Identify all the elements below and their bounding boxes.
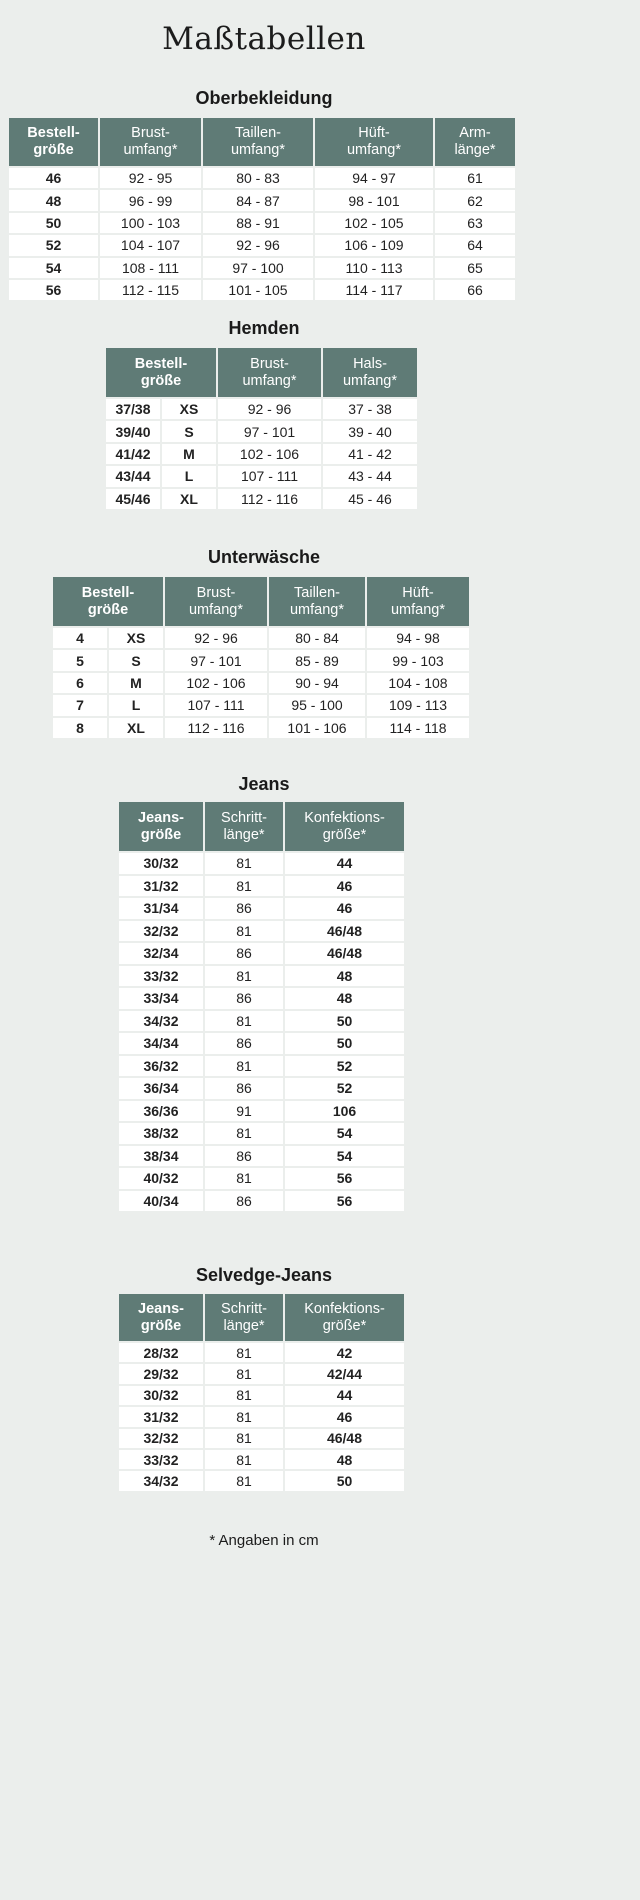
table-row [119,1191,404,1212]
table-cell: 86 [205,988,283,1009]
table-cell: M [109,673,163,693]
section-heading-selvedge-jeans: Selvedge-Jeans [195,1265,333,1285]
column-header: Schritt- länge* [205,802,283,851]
table-cell: 46 [285,876,404,897]
column-header: Jeans- größe [119,1294,203,1341]
table-cell: 46 [285,898,404,919]
table-cell: 108 - 111 [100,258,201,278]
table-cell: 98 - 101 [315,190,433,210]
table-cell: 81 [205,1123,283,1144]
table-cell: 84 - 87 [203,190,313,210]
table-row [119,1364,404,1383]
table-cell: 33/32 [119,1450,203,1469]
table-cell: 81 [205,1407,283,1426]
table-cell: 97 - 100 [203,258,313,278]
table-cell: 81 [205,1343,283,1362]
table-cell: 81 [205,1471,283,1490]
table-cell: 36/32 [119,1056,203,1077]
table-cell: 40/34 [119,1191,203,1212]
table-header-row [9,118,515,166]
column-header: Bestell- größe [106,348,216,397]
table-cell: 81 [205,876,283,897]
table-cell: 86 [205,1033,283,1054]
table-cell: 102 - 105 [315,213,433,233]
table-row [106,489,417,509]
size-table-oberbekleidung [7,116,517,302]
table-cell: 33/32 [119,966,203,987]
column-header: Hüft- umfang* [367,577,469,626]
table-cell: 81 [205,921,283,942]
table-cell: 30/32 [119,1386,203,1405]
footnote: * Angaben in cm [209,1532,319,1549]
table-cell: 80 - 83 [203,168,313,188]
column-header: Taillen- umfang* [203,118,313,166]
column-header: Jeans- größe [119,802,203,851]
table-cell: 81 [205,1386,283,1405]
table-row [119,1386,404,1405]
table-cell: 44 [285,853,404,874]
table-cell: 56 [9,280,98,300]
section-heading-hemden: Hemden [228,318,300,338]
table-cell: 4 [53,628,107,648]
table-cell: 95 - 100 [269,695,365,715]
column-header: Taillen- umfang* [269,577,365,626]
table-cell: 112 - 115 [100,280,201,300]
table-cell: 81 [205,1011,283,1032]
table-cell: 81 [205,1364,283,1383]
table-row [119,1146,404,1167]
table-cell: XS [162,399,216,419]
table-row [119,1343,404,1362]
table-row [119,966,404,987]
table-cell: 30/32 [119,853,203,874]
table-cell: 64 [435,235,515,255]
table-cell: 112 - 116 [165,718,267,738]
column-header: Brust- umfang* [218,348,321,397]
table-cell: 41 - 42 [323,444,417,464]
table-cell: 104 - 108 [367,673,469,693]
table-cell: 34/34 [119,1033,203,1054]
table-row [119,921,404,942]
column-header: Bestell- größe [53,577,163,626]
table-cell: M [162,444,216,464]
table-row [119,988,404,1009]
table-row [9,213,515,233]
table-row [9,280,515,300]
table-header-row [119,1294,404,1341]
table-row [53,650,469,670]
size-table-unterwaesche [51,575,471,740]
table-cell: 41/42 [106,444,160,464]
table-cell: 86 [205,1191,283,1212]
table-cell: 52 [285,1056,404,1077]
table-cell: 112 - 116 [218,489,321,509]
table-cell: 96 - 99 [100,190,201,210]
table-row [119,898,404,919]
table-row [9,235,515,255]
column-header: Hüft- umfang* [315,118,433,166]
column-header: Hals- umfang* [323,348,417,397]
table-cell: S [162,421,216,441]
table-cell: 46 [9,168,98,188]
table-row [119,1078,404,1099]
table-cell: 81 [205,1429,283,1448]
table-cell: 63 [435,213,515,233]
table-cell: 109 - 113 [367,695,469,715]
table-cell: 50 [285,1471,404,1490]
table-cell: 54 [285,1123,404,1144]
table-cell: 50 [9,213,98,233]
table-row [9,190,515,210]
table-cell: XL [162,489,216,509]
table-row [119,1429,404,1448]
table-cell: 106 [285,1101,404,1122]
table-cell: 39/40 [106,421,160,441]
table-row [9,168,515,188]
table-row [119,1056,404,1077]
table-cell: 56 [285,1191,404,1212]
section-heading-jeans: Jeans [238,774,290,794]
table-cell: 81 [205,1168,283,1189]
table-cell: 48 [9,190,98,210]
table-cell: 107 - 111 [165,695,267,715]
table-cell: 80 - 84 [269,628,365,648]
table-cell: 38/32 [119,1123,203,1144]
column-header: Brust- umfang* [100,118,201,166]
table-cell: 32/32 [119,1429,203,1448]
table-cell: 81 [205,966,283,987]
table-row [53,718,469,738]
table-cell: 66 [435,280,515,300]
table-cell: 102 - 106 [218,444,321,464]
table-row [119,1033,404,1054]
table-cell: 94 - 98 [367,628,469,648]
table-cell: 61 [435,168,515,188]
table-cell: 86 [205,943,283,964]
table-header-row [106,348,417,397]
size-table-jeans [117,800,406,1213]
table-cell: 90 - 94 [269,673,365,693]
table-row [119,876,404,897]
table-row [106,421,417,441]
table-cell: 114 - 118 [367,718,469,738]
column-header: Konfektions- größe* [285,1294,404,1341]
table-cell: 36/36 [119,1101,203,1122]
table-cell: 52 [285,1078,404,1099]
table-cell: 81 [205,1056,283,1077]
table-row [119,1471,404,1490]
table-cell: 99 - 103 [367,650,469,670]
table-row [106,444,417,464]
table-row [119,1450,404,1469]
table-header-row [53,577,469,626]
table-cell: 92 - 96 [165,628,267,648]
table-cell: 86 [205,1146,283,1167]
table-cell: 54 [9,258,98,278]
table-cell: 48 [285,966,404,987]
table-row [119,1407,404,1426]
table-cell: 86 [205,1078,283,1099]
table-cell: 8 [53,718,107,738]
table-cell: 42 [285,1343,404,1362]
section-heading-unterwaesche: Unterwäsche [207,547,321,567]
table-cell: 56 [285,1168,404,1189]
table-cell: 36/34 [119,1078,203,1099]
table-cell: 65 [435,258,515,278]
table-cell: XL [109,718,163,738]
table-cell: 110 - 113 [315,258,433,278]
table-cell: 46/48 [285,921,404,942]
table-cell: 43 - 44 [323,466,417,486]
table-cell: 92 - 96 [203,235,313,255]
table-row [9,258,515,278]
table-cell: 91 [205,1101,283,1122]
table-cell: 86 [205,898,283,919]
table-cell: 29/32 [119,1364,203,1383]
table-row [53,695,469,715]
table-cell: 46 [285,1407,404,1426]
table-cell: 40/32 [119,1168,203,1189]
table-cell: 32/32 [119,921,203,942]
table-cell: 5 [53,650,107,670]
size-table-selvedge-jeans [117,1292,406,1493]
table-cell: 94 - 97 [315,168,433,188]
table-cell: 52 [9,235,98,255]
table-cell: 31/34 [119,898,203,919]
column-header: Schritt- länge* [205,1294,283,1341]
table-row [119,1123,404,1144]
table-cell: S [109,650,163,670]
table-cell: 44 [285,1386,404,1405]
table-cell: 43/44 [106,466,160,486]
column-header: Brust- umfang* [165,577,267,626]
table-cell: 28/32 [119,1343,203,1362]
table-cell: 85 - 89 [269,650,365,670]
table-cell: 46/48 [285,1429,404,1448]
table-cell: 54 [285,1146,404,1167]
table-cell: 107 - 111 [218,466,321,486]
column-header: Arm- länge* [435,118,515,166]
table-cell: 46/48 [285,943,404,964]
table-cell: 97 - 101 [218,421,321,441]
table-cell: 92 - 95 [100,168,201,188]
table-cell: 37 - 38 [323,399,417,419]
table-cell: 38/34 [119,1146,203,1167]
table-cell: 31/32 [119,876,203,897]
table-cell: 50 [285,1011,404,1032]
table-cell: 88 - 91 [203,213,313,233]
table-cell: XS [109,628,163,648]
column-header: Konfektions- größe* [285,802,404,851]
section-heading-oberbekleidung: Oberbekleidung [195,88,333,108]
column-header: Bestell- größe [9,118,98,166]
table-cell: 114 - 117 [315,280,433,300]
page-title: Maßtabellen [162,21,366,57]
table-cell: 50 [285,1033,404,1054]
table-cell: 34/32 [119,1471,203,1490]
table-cell: 45/46 [106,489,160,509]
table-row [119,943,404,964]
table-cell: 33/34 [119,988,203,1009]
table-row [106,466,417,486]
table-cell: 62 [435,190,515,210]
table-cell: 31/32 [119,1407,203,1426]
table-cell: 104 - 107 [100,235,201,255]
table-row [106,399,417,419]
table-cell: L [162,466,216,486]
table-cell: 37/38 [106,399,160,419]
table-cell: 101 - 105 [203,280,313,300]
table-cell: L [109,695,163,715]
table-cell: 6 [53,673,107,693]
table-cell: 39 - 40 [323,421,417,441]
table-cell: 42/44 [285,1364,404,1383]
table-row [119,853,404,874]
table-cell: 97 - 101 [165,650,267,670]
table-row [119,1011,404,1032]
table-cell: 48 [285,988,404,1009]
table-cell: 100 - 103 [100,213,201,233]
table-cell: 106 - 109 [315,235,433,255]
size-table-hemden [104,346,419,511]
table-cell: 102 - 106 [165,673,267,693]
table-row [53,673,469,693]
table-cell: 92 - 96 [218,399,321,419]
table-cell: 45 - 46 [323,489,417,509]
table-row [119,1101,404,1122]
table-cell: 81 [205,1450,283,1469]
table-cell: 32/34 [119,943,203,964]
table-cell: 101 - 106 [269,718,365,738]
table-cell: 34/32 [119,1011,203,1032]
table-cell: 48 [285,1450,404,1469]
table-row [119,1168,404,1189]
table-header-row [119,802,404,851]
table-row [53,628,469,648]
table-cell: 81 [205,853,283,874]
table-cell: 7 [53,695,107,715]
